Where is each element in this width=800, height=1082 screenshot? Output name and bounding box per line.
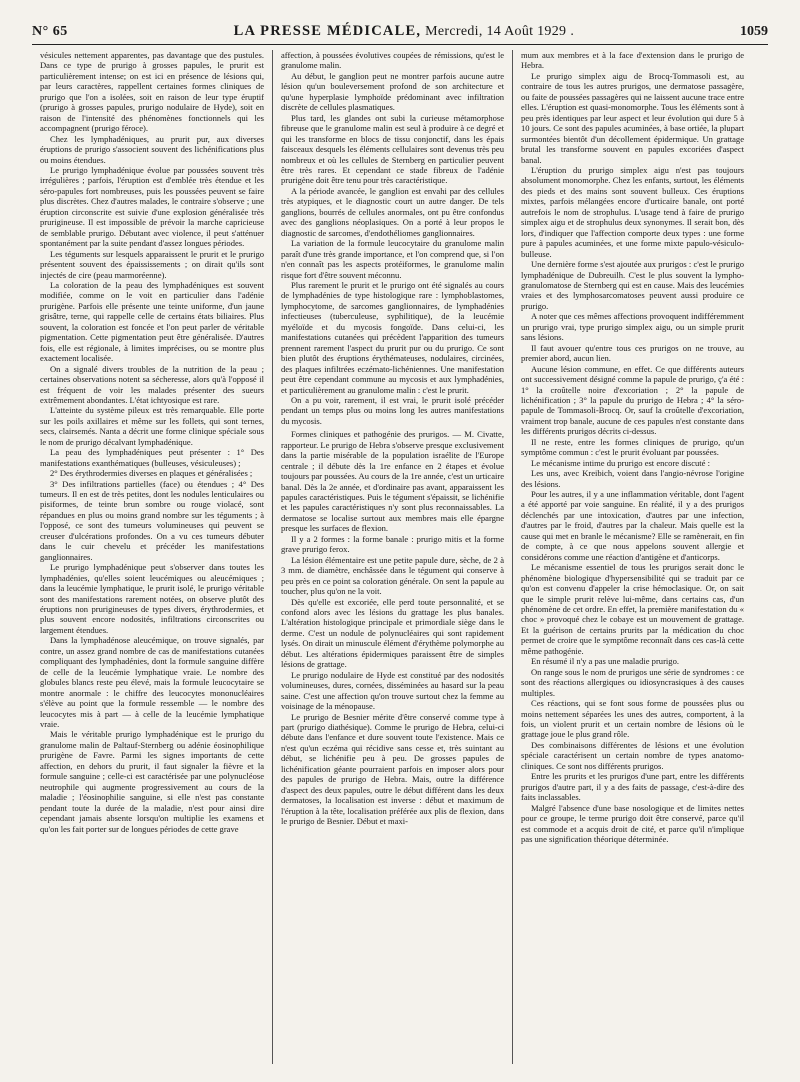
paragraph: Au début, le ganglion peut ne montrer parfois aucune autre lésion qu'un bouleversement profond de son architecture et qu'une hyperplasie lymphoïde prédominant avec infiltration discrète de cellules plasmatiques.	[281, 70, 504, 113]
paragraph: Dès qu'elle est excoriée, elle perd toute personnalité, et se confond alors avec les lésions du grattage les plus banales. L'altération histologique principale et primordiale siège dans le derme. C'est un nodule de polynucléaires qui sont rapidement lysés. On dirait un minuscule élément d'érythème polymorphe au début. Les altérations épidermiques paraissent être de simples lésions de grattage.	[281, 596, 504, 670]
paragraph: Les uns, avec Kreibich, voient dans l'angio-névrose l'origine des lésions.	[521, 468, 744, 489]
paragraph: La lésion élémentaire est une petite papule dure, sèche, de 2 à 3 mm. de diamètre, enchâssée dans le tégument qui conserve à peu près en ce point sa coloration générale. On sent la papule au toucher, plus qu'on ne la voit.	[281, 554, 504, 597]
paragraph: Dans la lymphadénose aleucémique, on trouve signalés, par contre, un assez grand nombre de cas de manifestations cutanées compliquant des lymphadénies, dont la formule sanguine diffère de celle de la leucémie lymphatique vraie. Le nombre des globules blancs reste peu élevé, mais la formule leucocytaire se montre anormale : le chiffre des leucocytes mononucléaires s'élève au point que la formule ressemble — le nombre des leucocytes mis à part — à celle de la leucémie lymphatique vraie.	[40, 635, 264, 729]
page-number: 1059	[740, 24, 768, 39]
journal-title: LA PRESSE MÉDICALE,	[233, 23, 422, 39]
header-dot: .	[570, 24, 575, 39]
paragraph: L'éruption du prurigo simplex aigu n'est pas toujours absolument monomorphe. Chez les enfants, surtout, les éléments des pieds et des mains sont souvent bulleux. Ces éruptions mixtes, parfois mélangées encore d'urticaire banale, ont porté autrefois le nom de strophulus. L'usage tend à faire de prurigo simplex aigu et de strophulus deux synonymes. Il serait bon, dès lors, d'indiquer que l'affection comporte deux types : une forme pure à papules acuminées, et une forme mixte papulo-vésiculo-bulleuse.	[521, 164, 744, 259]
paragraph: Le mécanisme intime du prurigo est encore discuté :	[531, 457, 710, 468]
paragraph: Entre les prurits et les prurigos d'une part, entre les différents prurigos d'autre part, il y a des faits de passage, c'est-à-dire des faits inclassables.	[521, 771, 744, 803]
paragraph: Ces réactions, qui se font sous forme de poussées plus ou moins nettement séparées les unes des autres, comportent, à la fois, un violent prurit et un certain nombre de lésions où le grattage joue le plus grand rôle.	[521, 698, 744, 740]
paragraph: En résumé il n'y a pas une maladie prurigo.	[531, 656, 679, 667]
paragraph: Le prurigo nodulaire de Hyde est constitué par des nodosités volumineuses, dures, cornées, disséminées au hasard sur la peau saine. C'est une affection qu'on trouve surtout chez la femme au voisinage de la ménopause.	[281, 669, 504, 712]
paragraph: L'atteinte du système pileux est très remarquable. Elle porte sur les poils axillaires et même sur les follets, qui sont ternes, secs, clairsemés. Nanta a décrit une forme clinique spéciale sous le nom de prurigo décalvant lymphadénique.	[40, 405, 264, 447]
paragraph: Il faut avouer qu'entre tous ces prurigos on ne trouve, au premier abord, aucun lien.	[521, 342, 744, 364]
paragraph: vésicules nettement apparentes, pas davantage que des pustules. Dans ce type de prurigo à grosses papules, le prurit est particulièrement intense; on est ici en présence de lésions qui, par leurs caractères, rappellent certaines formes cliniques de prurigo que l'on a isolées, soit en raison de leur type éruptif (prurigo à grosses papules, prurigo nodulaire de Hyde), soit en raison de l'intensité des phénomènes fonctionnels qui les accompagnent (prurigo féroce).	[40, 50, 264, 134]
paragraph: La coloration de la peau des lymphadéniques est souvent modifiée, comme on le voit en particulier dans l'adénie prurigène. Parfois elle présente une teinte uniforme, d'un jaune grisâtre, terne, qui rappelle celle de certains états biliaires. Plus souvent, la coloration est foncée et l'on peut parler de véritable pigmentation. Cette pigmentation peut être généralisée. D'autres fois, elle est régionale, à limites imprécises, ou se montre plus exactement localisée.	[40, 279, 264, 364]
masthead	[234, 22, 575, 40]
column-left	[32, 50, 272, 1064]
text-columns	[32, 50, 768, 1064]
paragraph: 2° Des érythrodermies diverses en plaques et généralisées ;	[50, 468, 253, 479]
paragraph: Chez les lymphadéniques, au prurit pur, aux diverses éruptions de prurigo s'associent souvent des lichénifications plus ou moins étendues.	[40, 133, 264, 165]
page-header	[32, 22, 768, 42]
paragraph: Plus tard, les glandes ont subi la curieuse métamorphose fibreuse que le granulome malin est seul à produire à ce degré et qui les transforme en blocs de tissu conjonctif, dans les épais faisceaux desquels les éléments cellulaires sont devenus très peu nombreux et où les cellules de Sternberg en particulier peuvent être très rares. Et cependant ce stade fibreux de l'adénie prurigène doit être tenu pour très caractéristique.	[281, 112, 504, 186]
paragraph: Plus rarement le prurit et le prurigo ont été signalés au cours de lymphadénies de type histologique rare : lymphoblastomes, lymphocytome, de sarcomes ganglionnaires, de lymphadénies infectieuses (tuberculeuse, syphilitique), de la leucémie myéloïde et du mycosis fongoïde. Dans celui-ci, les manifestations cutanées qui précèdent l'apparition des tumeurs prennent rarement l'aspect du prurit pur ou du prurigo. Ce sont bien plutôt des éruptions érythémateuses, nodulaires, circinées, des plaques infiltrées eczémato-lichéniennes. Une manifestation peut être cependant commune au mycosis et aux lymphadénies, et particulièrement au granulome malin : c'est le prurit.	[281, 279, 504, 395]
paragraph: 3° Des infiltrations partielles (face) ou étendues ; 4° Des tumeurs. Il en est de très petites, dont les nodules lenticulaires ou pisiformes, de teinte brun sombre ou rouge violacé, sont répandues en plus ou moins grand nombre sur les téguments ; à l'opposé, ce sont des tumeurs volumineuses qui peuvent se creuser d'ulcérations profondes. On a vu ces tumeurs débuter dans le cuir chevelu et précéder les manifestations ganglionnaires.	[40, 478, 264, 562]
paragraph: Le mécanisme essentiel de tous les prurigos serait donc le phénomène biologique d'hypersensibilité qui se traduit par ce qu'on est convenu d'appeler la crise hémoclasique. Or, on sait que le simple prurit relève lui-même, dans certains cas, d'un phénomène de cet ordre. En effet, la première manifestation du « choc » provoqué chez le cobaye est un mouvement de grattage. Et la guérison de certains prurits par la médication du choc permet de croire que le symptôme reconnaît dans ces cas-là cette même pathogénie.	[521, 562, 744, 656]
paragraph: On a pu voir, rarement, il est vrai, le prurit isolé précéder pendant un temps plus ou moins long les autres manifestations du mycosis.	[281, 394, 504, 426]
paragraph: Mais le véritable prurigo lymphadénique est le prurigo du granulome malin de Paltauf-Sternberg ou adénie éosinophilique prurigène de Favre. Parmi les signes importants de cette affection, en dehors du prurit, il faut signaler la fièvre et la formule sanguine ; celle-ci est caractérisée par une polynucléose neutrophile qui augmente progressivement au cours de la maladie ; l'éosinophilie sanguine, si elle n'est pas constante pendant toute la durée de la maladie, n'est pour ainsi dire cependant jamais absente lorsqu'on multiplie les examens et qu'on les fait porter sur de longues périodes de cette grave	[40, 729, 264, 834]
paragraph: Malgré l'absence d'une base nosologique et de limites nettes pour ce groupe, le terme prurigo doit être conservé, parce qu'il est commode et a acquis droit de cité, et parce qu'il n'implique pas une signification théorique déterminée.	[521, 802, 744, 844]
paragraph: Il y a 2 formes : la forme banale : prurigo mitis et la forme grave prurigo ferox.	[281, 533, 504, 555]
issue-number: N° 65	[32, 24, 68, 39]
paragraph: Il ne reste, entre les formes cliniques de prurigo, qu'un symptôme commun : c'est le prurit évoluant par poussées.	[521, 436, 744, 458]
issue-date: Mercredi, 14 Août 1929	[425, 24, 567, 39]
paragraph: La variation de la formule leucocytaire du granulome malin paraît d'une très grande importance, et l'on comprend que, si l'on n'en connaît pas les aspects protéiformes, le granulome malin risque fort d'être souvent méconnu.	[281, 238, 504, 280]
paragraph: Le prurigo lymphadénique évolue par poussées souvent très irrégulières ; parfois, l'éruption est d'emblée très étendue et les séro-papules fort nombreuses, puis les poussées peuvent se faire plus discrètes. Chez d'autres malades, le contraire s'observe ; une éruption circonscrite est suivie d'une explosion généralisée très prurigineuse. Il est impossible de prévoir la marche capricieuse de semblable prurigo. Débutant avec violence, il peut s'atténuer spontanément par la suite pendant d'assez longues périodes.	[40, 164, 264, 249]
paragraph: On range sous le nom de prurigos une série de syndromes : ce sont des réactions allergiques ou idiosyncrasiques à des causes multiples.	[521, 666, 744, 698]
paragraph: mum aux membres et à la face d'extension dans le prurigo de Hebra.	[521, 50, 744, 71]
paragraph: affection, à poussées évolutives coupées de rémissions, qu'est le granulome malin.	[281, 50, 504, 71]
paragraph: A noter que ces mêmes affections provoquent indifféremment un prurigo vrai, type prurigo simplex aigu, ou un simple prurit sans lésions.	[521, 311, 744, 343]
paragraph: Aucune lésion commune, en effet. Ce que différents auteurs ont successivement désigné comme la papule de prurigo, ç'a été : 1° la croûtelle noire d'excoriation ; 2° la papule de lichénification ; 3° la papule du prurigo de Hebra ; 4° la séro-papule de Tommasoli-Brocq. Or, sauf la croûtelle d'excoriation, vraiment trop banale, aucune de ces papules n'est constante dans les différents prurigos décrits ci-dessus.	[521, 363, 744, 437]
paragraph: A la période avancée, le ganglion est envahi par des cellules très atypiques, et le diagnostic court un autre danger. De tels ganglions, bourrés de cellules anormales, ont pu être confondus avec des ganglions néoplasiques. On a porté à leur propos le diagnostic de sarcomes, d'endothéliomes ganglionnaires.	[281, 185, 504, 238]
paragraph: Pour les autres, il y a une inflammation véritable, dont l'agent a été apporté par voie sanguine. En réalité, il y a des prurigos déclenchés par une intoxication, d'autres par une infection, d'autres par le froid, d'autres par la chaleur. Mais quelle est la cause qui met en branle le mécanisme? Elle se ramènerait, en fin de compte, à ce que nous appelons souvent allergie et considérons comme une réaction d'antigène et d'anticorps.	[521, 489, 744, 562]
paragraph: Une dernière forme s'est ajoutée aux prurigos : c'est le prurigo lymphadénique de Dubreuilh. C'est le plus souvent la lympho-granulomatose de Sternberg qui est en cause. Mais des leucémies vraies et des lymphosarcomatoses peuvent aussi produire ce prurigo.	[521, 259, 744, 311]
paragraph: On a signalé divers troubles de la nutrition de la peau ; certaines observations notent sa sécheresse, alors qu'à l'opposé il est fréquent de voir les malades présenter des sueurs extrêmement abondantes. L'état ichtyosique est rare.	[40, 363, 264, 405]
header-rule	[32, 44, 768, 45]
paragraph: Les téguments sur lesquels apparaissent le prurit et le prurigo présentent souvent des épaississements ; on dirait qu'ils sont injectés de cire (peau marmoréenne).	[40, 248, 264, 280]
paragraph: Le prurigo lymphadénique peut s'observer dans toutes les lymphadénies, qu'elles soient leucémiques ou aleucémiques ; dans la leucémie lymphatique, le prurit isolé, le prurigo véritable sont des manifestations rarement notées, on observe plutôt des éruptions non prurigineuses de types divers, érythrodermies, et plus souvent encore nodosités, infiltrations circonscrites ou largement étendues.	[40, 562, 264, 635]
paragraph: Le prurigo simplex aigu de Brocq-Tommasoli est, au contraire de tous les autres prurigos, une dermatose passagère, ou faite de poussées passagères qui ne laissent aucune trace entre elles. L'éruption est quasi-monomorphe. Tous les éléments sont à peu près identiques par leur aspect et leur évolution qui dure 5 à 10 jours. Ce sont des papules acuminées, à base ortiée, la plupart surmontées bientôt d'un décollement épidermique. Un grattage brutal les transforme souvent en papules excoriées d'aspect banal.	[521, 70, 744, 165]
paragraph: La peau des lymphadéniques peut présenter : 1° Des manifestations exanthématiques (bulleuses, vésiculeuses) ;	[40, 447, 264, 468]
paragraph: Formes cliniques et pathogénie des prurigos. — M. Civatte, rapporteur. Le prurigo de Hebra s'observe presque exclusivement dans la partie misérable de la population israélite de l'Europe centrale ; il débute dès la 1re enfance en 2 étapes et évolue toujours par poussées. Au cours de la 1re année, c'est un urticaire banal. Dès la 2e année, et d'ordinaire pas avant, apparaissent les papules caractéristiques. Puis le tégument s'épaissit, se lichénifie et les papules caractéristiques n'y sont plus reconnaissables. La dermatose se localise surtout aux membres mais elle épargne presque les surfaces de flexion.	[281, 429, 504, 534]
paragraph: Des combinaisons différentes de lésions et une évolution spéciale caractérisent un certain nombre de types anatomo-cliniques. Ce sont nos différents prurigos.	[521, 739, 744, 771]
column-middle	[272, 50, 512, 1064]
paragraph: Le prurigo de Besnier mérite d'être conservé comme type à part (prurigo diathésique). Comme le prurigo de Hebra, celui-ci débute dans l'enfance et dure souvent toute l'existence. Mais ce n'est qu'un eczéma qui récidive sans cesse et, très suintant au début, se lichénifie peu à peu. De grosses papules de lichénification géante pourraient parfois en imposer alors pour des papules de prurigo de Hebra. Mais, outre la différence d'aspect des deux papules, outre le début différent dans les deux dermatoses, la localisation est inverse : début et maximum de l'éruption à la tête, localisation préférée aux plis de flexion, dans le prurigo de Besnier. Début et maxi-	[281, 711, 504, 827]
column-right	[512, 50, 752, 1064]
